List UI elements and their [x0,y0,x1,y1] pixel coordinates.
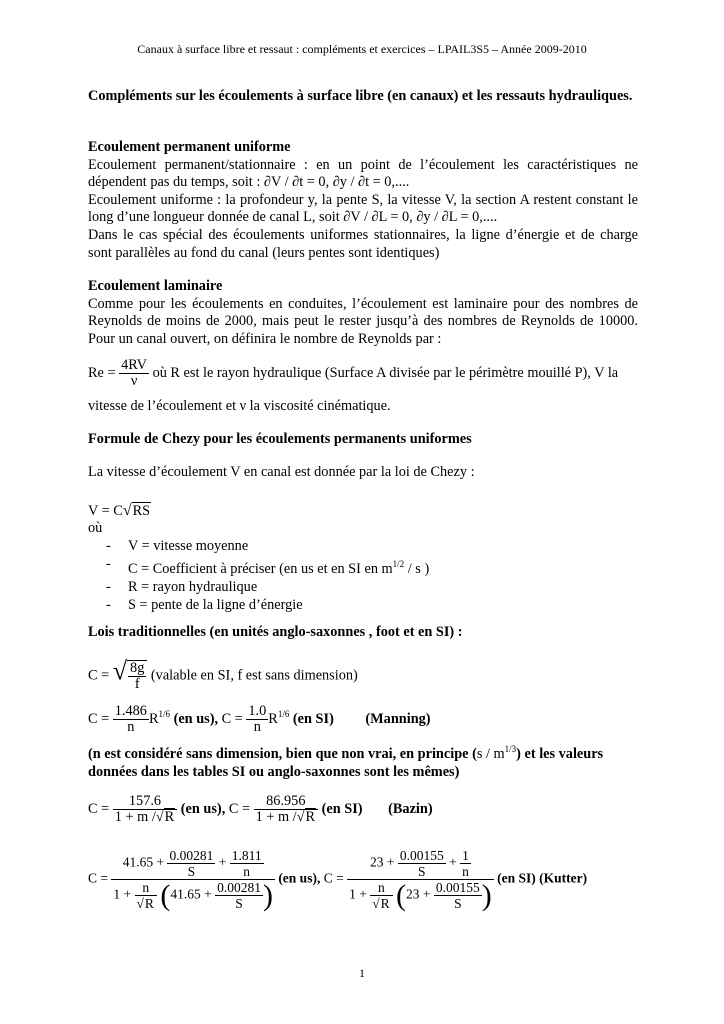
equation: ∂V / ∂L = 0, ∂y / ∂L = 0,.... [343,209,498,226]
list-item: - C = Coefficient à préciser (en us et en SI en $m^{1/2}$ / s ) [106,555,638,578]
section-heading: Formule de Chezy pour les écoulements permanents uniformes [88,431,472,447]
radical-sign: √ [122,502,132,519]
paragraph: où [88,520,103,536]
fraction: 23 + $\frac{0.00155}{S}$ + $\frac{1}{n}$ 1 + $\frac{n}{√R}$ (23 + $\frac{0.00155}{S}$ ) [349,848,492,912]
section-heading: Lois traditionnelles (en unités anglo-saxonnes , foot et en SI) : [88,624,463,640]
manning-note: (n est considéré sans dimension, bien que non vrai, en principe $(s / m^{1/3})$ et les valeurs données dans les tables SI ou anglo-saxonnes sont les mêmes) [88,744,604,780]
paragraph: Ecoulement permanent/stationnaire : en un point de l’écoulement les caractéristiques ne dépendent pas du temps, soit : ∂V / ∂t = 0, ∂y / ∂t = 0,.... [88,156,638,191]
darcy-formula: C = √ $\frac{8g}{f}$ (valable en SI, f est sans dimension) [88,656,358,692]
chezy-formula: V = C√RS [88,502,151,519]
radical-sign: √ [155,809,164,825]
paragraph: vitesse de l’écoulement et ν la viscosité cinématique. [88,398,391,414]
fraction: $\frac{8g}{f}$ [127,660,147,692]
paragraph: La vitesse d’écoulement V en canal est donnée par la loi de Chezy : [88,464,475,480]
manning-formula: C = $\frac{1.486}{n}$ $R^{1/6}$ (en us), C = $\frac{1.0}{n}$ $R^{1/6}$ (en SI) (Manning) [88,703,431,735]
fraction: 41.65 + $\frac{0.00281}{S}$ + $\frac{1.811}{n}$ 1 + $\frac{n}{√R}$ (41.65 + $\frac{0.00281}{S}$ ) [113,848,273,912]
radical-sign: √ [372,896,380,911]
fraction: $\frac{157.6}{1 + m /√R}$ [113,794,177,825]
fraction: $\frac{1.486}{n}$ [114,703,147,735]
list-item: - R = rayon hydraulique [106,578,638,596]
section-laminar [88,278,638,348]
page-number: 1 [359,966,365,980]
fraction: $\frac{4RV}{\nu}$ [121,357,147,389]
reynolds-formula: Re = $\frac{4RV}{\nu}$ où R est le rayon hydraulique (Surface A divisée par le périmètre mouillé P), V la [88,357,619,389]
section-heading: Ecoulement permanent uniforme [88,139,291,155]
list-item: - V = vitesse moyenne [106,537,638,555]
section-uniform [88,139,638,262]
radical-sign: √ [136,896,144,911]
bazin-formula: C = $\frac{157.6}{1 + m /√R}$ (en us), C = $\frac{86.956}{1 + m /√R}$ (en SI) (Bazin) [88,793,433,825]
variable-list [88,537,638,614]
paragraph: Comme pour les écoulements en conduites, l’écoulement est laminaire pour des nombres de Reynolds de moins de 2000, mais peut le rester jusqu’à des nombres de Reynolds de 10000. Pour un canal ouvert, on définira le nombre de Reynolds par : [88,295,638,347]
list-item: - S = pente de la ligne d’énergie [106,596,638,614]
paragraph: Dans le cas spécial des écoulements uniformes stationnaires, la ligne d’énergie et de charge sont parallèles au fond du canal (leurs pentes sont identiques) [88,226,638,261]
document-title: Compléments sur les écoulements à surface libre (en canaux) et les ressauts hydrauliques. [88,88,633,104]
radical-sign: √ [112,656,128,686]
running-header: Canaux à surface libre et ressaut : compléments et exercices – LPAIL3S5 – Année 2009-2010 [137,42,587,56]
kutter-formula: C = 41.65 + $\frac{0.00281}{S}$ + $\frac{1.811}{n}$ 1 + $\frac{n}{√R}$ (41.65 + $\frac{0.00281}{S}$ ) (en us), C = 23 + $\frac{0.00155}{S}$ + $\frac{1}{n}$ 1 + $\frac{n}{√R}$ (23 + $\frac{0.00155}{S}$ ) (en SI) (Kutter) [88,848,588,912]
paragraph: Ecoulement uniforme : la profondeur y, la pente S, la vitesse V, la section A restent constant le long d’une longueur donnée de canal L, soit ∂V / ∂L = 0, ∂y / ∂L = 0,.... [88,191,638,226]
radical-sign: √ [296,809,305,825]
fraction: $\frac{1.0}{n}$ [248,703,267,735]
fraction: $\frac{86.956}{1 + m /√R}$ [254,794,318,825]
equation: ∂V / ∂t = 0, ∂y / ∂t = 0,.... [263,174,410,191]
section-heading: Ecoulement laminaire [88,278,223,294]
